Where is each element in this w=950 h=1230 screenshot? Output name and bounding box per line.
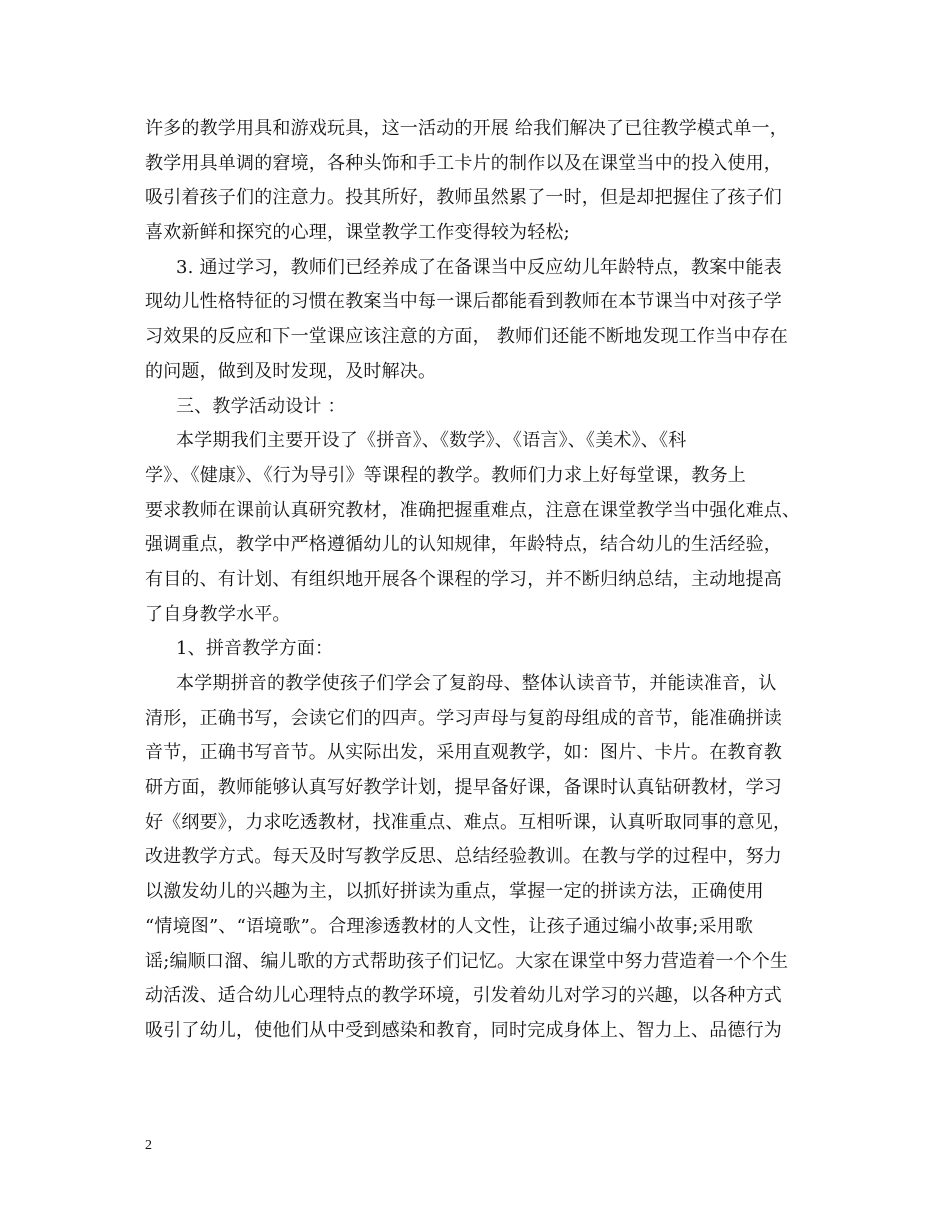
text-line: 现幼儿性格特征的习惯在教案当中每一课后都能看到教师在本节课当中对孩子学 xyxy=(145,291,782,313)
text-line: 改进教学方式。每天及时写教学反思、总结经验教训。在教与学的过程中，努力 xyxy=(145,846,782,868)
text-line: 清形，正确书写，会读它们的四声。学习声母与复韵母组成的音节，能准确拼读 xyxy=(145,707,782,729)
section-heading: 三、教学活动设计 ： xyxy=(176,395,346,417)
text-line: 喜欢新鲜和探究的心理，课堂教学工作变得较为轻松; xyxy=(145,222,570,244)
text-line: 本学期拼音的教学使孩子们学会了复韵母、整体认读音节，并能读准音，认 xyxy=(176,673,777,694)
text-line: 好《纲要》，力求吃透教材，找准重点、难点。互相听课，认真听取同事的意见， xyxy=(145,811,792,833)
text-line: 以激发幼儿的兴趣为主，以抓好拼读为重点，掌握一定的拼读方法，正确使用 xyxy=(145,881,764,903)
text-line: 谣;编顺口溜、编儿歌的方式帮助孩子们记忆。大家在课堂中努力营造着一个个生 xyxy=(145,950,789,972)
text-line: 吸引着孩子们的注意力。投其所好，教师虽然累了一时，但是却把握住了孩子们 xyxy=(145,187,782,209)
text-line: 学》、《健康》、《行为导引》等课程的教学。教师们力求上好每堂课，教务上 xyxy=(145,464,746,486)
text-line: 许多的教学用具和游戏玩具，这一活动的开展 给我们解决了已往教学模式单一， xyxy=(145,118,788,139)
text-line: 的问题，做到及时发现，及时解决。 xyxy=(145,360,437,382)
page-number: 2 xyxy=(145,1138,152,1153)
text-line: 强调重点，教学中严格遵循幼儿的认知规律，年龄特点，结合幼儿的生活经验， xyxy=(145,534,782,556)
text-line: 教学用具单调的窘境，各种头饰和手工卡片的制作以及在课堂当中的投入使用， xyxy=(145,152,782,174)
text-line: 习效果的反应和下一堂课应该注意的方面， 教师们还能不断地发现工作当中存在 xyxy=(145,326,788,348)
text-line: 动活泼、适合幼儿心理特点的教学环境，引发着幼儿对学习的兴趣，以各种方式 xyxy=(145,985,782,1007)
text-line: 音节，正确书写音节。从实际出发，采用直观教学，如：图片、卡片。在教育教 xyxy=(145,742,782,764)
text-line: 了自身教学水平。 xyxy=(145,603,291,625)
text-line: 本学期我们主要开设了《拼音》、《数学》、《语言》、《美术》、《科 xyxy=(176,430,687,452)
text-line: 有目的、有计划、有组织地开展各个课程的学习，并不断归纳总结，主动地提高 xyxy=(145,568,782,590)
text-line: 要求教师在课前认真研究教材，准确把握重难点，注意在课堂教学当中强化难点、 xyxy=(145,499,801,521)
body-text xyxy=(145,112,810,1049)
text-line: 研方面，教师能够认真写好教学计划，提早备好课，备课时认真钻研教材，学习 xyxy=(145,777,782,799)
text-line: 吸引了幼儿，使他们从中受到感染和教育，同时完成身体上、智力上、品德行为 xyxy=(145,1019,782,1041)
subsection-heading: 1、拼音教学方面： xyxy=(176,638,334,660)
text-line: “情境图”、“语境歌”。合理渗透教材的人文性，让孩子通过编小故事;采用歌 xyxy=(145,915,754,937)
text-line: 3. 通过学习，教师们已经养成了在备课当中反应幼儿年龄特点，教案中能表 xyxy=(176,256,782,278)
